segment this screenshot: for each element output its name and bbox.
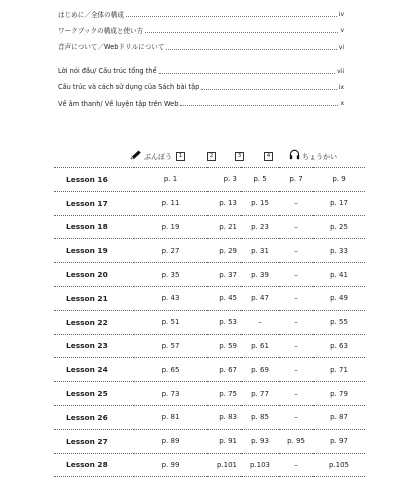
choukai-page-cell: p. 71 bbox=[313, 358, 365, 382]
exercise-4-page-cell: – bbox=[279, 453, 313, 477]
choukai-page-cell: p. 49 bbox=[313, 286, 365, 310]
exercise-2-page-cell: p. 91 bbox=[207, 429, 241, 453]
choukai-page-cell: p.105 bbox=[313, 453, 365, 477]
table-row bbox=[54, 453, 365, 477]
table-row bbox=[54, 168, 365, 192]
exercise-4-page-cell: – bbox=[279, 286, 313, 310]
header-number-4: 4 bbox=[264, 152, 273, 161]
lesson-label[interactable]: Lesson 25 bbox=[54, 382, 134, 406]
table-row bbox=[54, 191, 365, 215]
exercise-2-page-cell: p. 29 bbox=[207, 239, 241, 263]
bunpou-page-cell: p. 1 bbox=[134, 168, 207, 192]
toc-title: Cấu trúc và cách sử dụng của Sách bài tập bbox=[58, 83, 200, 92]
exercise-3-page-cell: p. 5 bbox=[241, 168, 279, 192]
choukai-page-cell: p. 87 bbox=[313, 405, 365, 429]
bunpou-page-cell: p. 73 bbox=[134, 382, 207, 406]
table-row bbox=[54, 334, 365, 358]
choukai-page-cell: p. 63 bbox=[313, 334, 365, 358]
table-row bbox=[54, 239, 365, 263]
toc-title: Lời nói đầu/ Cấu trúc tổng thể bbox=[58, 67, 157, 76]
toc-page-number: ix bbox=[338, 83, 344, 91]
toc-leader bbox=[126, 16, 337, 17]
toc-line[interactable] bbox=[58, 93, 344, 109]
choukai-page-cell: p. 25 bbox=[313, 215, 365, 239]
exercise-4-page-cell: – bbox=[279, 215, 313, 239]
exercise-3-page-cell: p. 85 bbox=[241, 405, 279, 429]
exercise-3-page-cell: p. 61 bbox=[241, 334, 279, 358]
toc-title: ワークブックの構成と使い方 bbox=[58, 26, 144, 35]
table-row bbox=[54, 382, 365, 406]
exercise-2-page-cell: p. 83 bbox=[207, 405, 241, 429]
exercise-3-page-cell: p. 23 bbox=[241, 215, 279, 239]
exercise-3-page-cell: – bbox=[241, 310, 279, 334]
exercise-3-page-cell: p. 31 bbox=[241, 239, 279, 263]
toc-leader bbox=[201, 89, 336, 90]
header-number-3: 3 bbox=[235, 152, 244, 161]
table-row bbox=[54, 429, 365, 453]
toc-title: 音声について／Webドリルについて bbox=[58, 42, 165, 51]
exercise-2-page-cell: p. 45 bbox=[207, 286, 241, 310]
lesson-label[interactable]: Lesson 28 bbox=[54, 453, 134, 477]
table-row bbox=[54, 263, 365, 287]
bunpou-page-cell: p. 99 bbox=[134, 453, 207, 477]
bunpou-page-cell: p. 35 bbox=[134, 263, 207, 287]
exercise-3-page-cell: p. 69 bbox=[241, 358, 279, 382]
choukai-page-cell: p. 33 bbox=[313, 239, 365, 263]
exercise-4-page-cell: – bbox=[279, 263, 313, 287]
choukai-page-cell: p. 41 bbox=[313, 263, 365, 287]
exercise-2-page-cell: p. 53 bbox=[207, 310, 241, 334]
bunpou-page-cell: p. 43 bbox=[134, 286, 207, 310]
exercise-2-page-cell: p. 67 bbox=[207, 358, 241, 382]
toc-page-number: vi bbox=[338, 43, 344, 51]
toc-leader bbox=[159, 73, 336, 74]
exercise-4-page-cell: – bbox=[279, 382, 313, 406]
bunpou-page-cell: p. 51 bbox=[134, 310, 207, 334]
choukai-page-cell: p. 17 bbox=[313, 191, 365, 215]
exercise-2-page-cell: p. 59 bbox=[207, 334, 241, 358]
exercise-2-page-cell: p. 3 bbox=[207, 168, 241, 192]
toc-page-number: v bbox=[340, 27, 344, 35]
lesson-label[interactable]: Lesson 22 bbox=[54, 310, 134, 334]
header-number-2: 2 bbox=[207, 152, 216, 161]
toc-line[interactable] bbox=[58, 77, 344, 93]
toc-title: Về âm thanh/ Về luyện tập trên Web bbox=[58, 99, 179, 108]
choukai-page-cell: p. 79 bbox=[313, 382, 365, 406]
toc-title: はじめに／全体の構成 bbox=[58, 10, 124, 19]
toc-leader bbox=[166, 49, 336, 50]
lesson-label[interactable]: Lesson 23 bbox=[54, 334, 134, 358]
table-row bbox=[54, 310, 365, 334]
column-header-row bbox=[0, 152, 400, 166]
choukai-page-cell: p. 55 bbox=[313, 310, 365, 334]
toc-line[interactable] bbox=[58, 36, 344, 52]
exercise-2-page-cell: p. 37 bbox=[207, 263, 241, 287]
bunpou-page-cell: p. 81 bbox=[134, 405, 207, 429]
header-number-1: 1 bbox=[176, 152, 185, 161]
toc-page-number: x bbox=[340, 100, 344, 108]
header-choukai: ちょうかい bbox=[302, 153, 337, 161]
toc-line[interactable] bbox=[58, 61, 344, 77]
lesson-label[interactable]: Lesson 20 bbox=[54, 263, 134, 287]
exercise-2-page-cell: p.101 bbox=[207, 453, 241, 477]
bunpou-page-cell: p. 89 bbox=[134, 429, 207, 453]
lesson-label[interactable]: Lesson 17 bbox=[54, 191, 134, 215]
exercise-2-page-cell: p. 21 bbox=[207, 215, 241, 239]
exercise-3-page-cell: p. 47 bbox=[241, 286, 279, 310]
lesson-label[interactable]: Lesson 27 bbox=[54, 429, 134, 453]
table-row bbox=[54, 405, 365, 429]
exercise-4-page-cell: – bbox=[279, 191, 313, 215]
bunpou-page-cell: p. 27 bbox=[134, 239, 207, 263]
lesson-label[interactable]: Lesson 18 bbox=[54, 215, 134, 239]
bunpou-page-cell: p. 19 bbox=[134, 215, 207, 239]
exercise-2-page-cell: p. 75 bbox=[207, 382, 241, 406]
exercise-4-page-cell: – bbox=[279, 405, 313, 429]
exercise-4-page-cell: – bbox=[279, 334, 313, 358]
exercise-3-page-cell: p. 39 bbox=[241, 263, 279, 287]
table-row bbox=[54, 215, 365, 239]
toc-page-number: iv bbox=[338, 11, 344, 19]
exercise-4-page-cell: – bbox=[279, 239, 313, 263]
lesson-label[interactable]: Lesson 19 bbox=[54, 239, 134, 263]
table-row bbox=[54, 358, 365, 382]
exercise-4-page-cell: p. 95 bbox=[279, 429, 313, 453]
bunpou-page-cell: p. 65 bbox=[134, 358, 207, 382]
choukai-page-cell: p. 9 bbox=[313, 168, 365, 192]
exercise-4-page-cell: p. 7 bbox=[279, 168, 313, 192]
toc-leader bbox=[145, 32, 338, 33]
bunpou-page-cell: p. 57 bbox=[134, 334, 207, 358]
lesson-page-table bbox=[54, 167, 365, 477]
lesson-label[interactable]: Lesson 24 bbox=[54, 358, 134, 382]
exercise-3-page-cell: p. 15 bbox=[241, 191, 279, 215]
toc-page-number: vii bbox=[337, 67, 344, 75]
exercise-4-page-cell: – bbox=[279, 358, 313, 382]
toc-line[interactable] bbox=[58, 20, 344, 36]
table-row bbox=[54, 286, 365, 310]
lesson-label[interactable]: Lesson 26 bbox=[54, 405, 134, 429]
exercise-3-page-cell: p. 93 bbox=[241, 429, 279, 453]
header-bunpou: ぶんぽう bbox=[144, 153, 172, 161]
exercise-3-page-cell: p. 77 bbox=[241, 382, 279, 406]
bunpou-page-cell: p. 11 bbox=[134, 191, 207, 215]
exercise-4-page-cell: – bbox=[279, 310, 313, 334]
toc-line[interactable] bbox=[58, 4, 344, 20]
table-of-contents bbox=[58, 4, 344, 109]
exercise-2-page-cell: p. 13 bbox=[207, 191, 241, 215]
exercise-3-page-cell: p.103 bbox=[241, 453, 279, 477]
toc-leader bbox=[180, 105, 338, 106]
lesson-label[interactable]: Lesson 21 bbox=[54, 286, 134, 310]
lesson-label[interactable]: Lesson 16 bbox=[54, 168, 134, 192]
choukai-page-cell: p. 97 bbox=[313, 429, 365, 453]
